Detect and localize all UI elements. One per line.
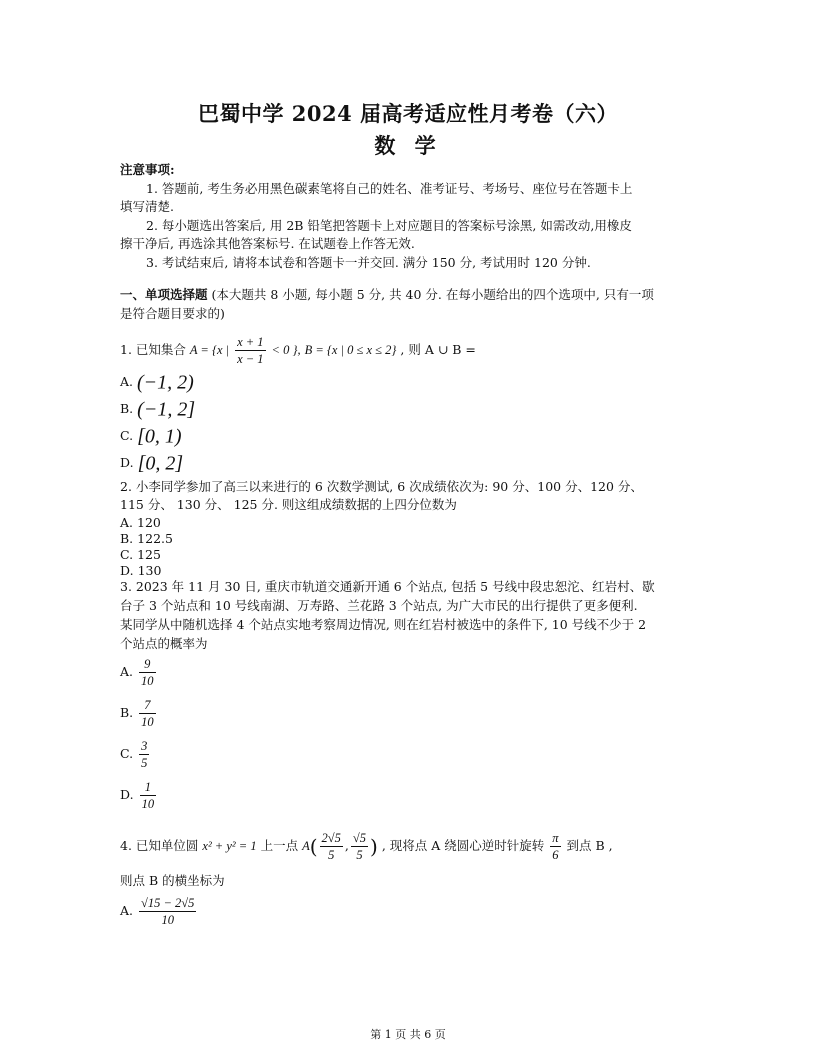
question-4-to: 到点 B , [566,838,613,853]
notice-item-2-cont: 擦干净后, 再选涂其他答案标号. 在试题卷上作答无效. [120,236,415,251]
question-4-prefix: 4. 已知单位圆 [120,838,199,853]
q4-option-a: A. $\frac{√15 - 2√5}{10}$ [120,896,195,927]
rotation-angle: $\frac{\pi}{6}$ [552,831,559,862]
point-a-x: $\frac{2√5}{5}$ [321,831,341,862]
q3-option-b: B. $\frac{7}{10}$ [120,698,154,729]
question-3-line-3: 某同学从中随机选择 4 个站点实地考察周边情况, 则在红岩村被选中的条件下, 10 号线不少于 2 [120,617,647,632]
question-1-prefix: 1. 已知集合 [120,342,186,357]
subject-title: 数 学 [374,133,442,158]
notice-item-1-cont: 填写清楚. [120,199,174,214]
question-3-line-1: 3. 2023 年 11 月 30 日, 重庆市轨道交通新开通 6 个站点, 包括 5 号线中段忠恕沱、红岩村、歇 [120,579,655,594]
point-a-label: A [302,839,310,853]
set-b: B = {x | 0 ≤ x ≤ 2} [304,343,397,357]
page-number: 第 1 页 共 6 页 [370,1028,446,1041]
fraction-numerator: x + 1 [237,335,264,349]
question-3-line-4: 个站点的概率为 [120,636,208,651]
question-4-line-2: 则点 B 的横坐标为 [120,873,225,888]
unit-circle-equation: x² + y² = 1 [202,839,257,853]
q3-option-a: A. $\frac{9}{10}$ [120,657,154,688]
section-heading-line [120,286,654,304]
question-3-line-2: 台子 3 个站点和 10 号线南湖、万寿路、兰花路 3 个站点, 为广大市民的出行提供了更多便利. [120,598,638,613]
question-2-line-1: 2. 小李同学参加了高三以来进行的 6 次数学测试, 6 次成绩依次为: 90 分、100 分、120 分、 [120,479,643,494]
q3-option-c: C. $\frac{3}{5}$ [120,739,148,770]
fraction-denominator: x − 1 [237,352,264,366]
q2-option-d: D. 130 [120,563,162,578]
q1-option-a: A. (−1, 2) [120,371,194,394]
q1-option-d: D. [0, 2] [120,452,184,475]
question-1-suffix: , 则 A ∪ B = [400,342,476,357]
notice-item-2: 2. 每小题选出答案后, 用 2B 铅笔把答题卡上对应题目的答案标号涂黑, 如需改动,用橡皮 [146,218,632,233]
section-heading: 一、单项选择题 [120,287,208,302]
q2-option-a: A. 120 [120,515,161,530]
question-4-rotate: , 现将点 A 绕圆心逆时针旋转 [381,838,545,853]
q3-option-d: D. $\frac{1}{10}$ [120,780,155,811]
section-desc: (本大题共 8 小题, 每小题 5 分, 共 40 分. 在每小题给出的四个选项中, 只有一项 [211,287,654,302]
notice-heading: 注意事项: [120,162,175,177]
notice-item-1: 1. 答题前, 考生务必用黑色碳素笔将自己的姓名、准考证号、考场号、座位号在答题卡上 [146,181,633,196]
question-4: 4. 已知单位圆 x² + y² = 1 上一点 A( $\frac{2√5}{5}$ , $\frac{√5}{5}$ ) , 现将点 A 绕圆心逆时针旋转 $\frac{\pi}{6}$ 到点 B , [120,831,613,862]
set-a-fraction [235,334,265,367]
question-1 [120,330,476,370]
set-a-left: A = {x | [189,343,230,357]
point-a-y: $\frac{√5}{5}$ [352,831,367,862]
set-a-right: < 0 }, [271,343,301,357]
exam-title: 巴蜀中学 2024 届高考适应性月考卷（六） [197,101,619,126]
q1-option-c: C. [0, 1) [120,425,182,448]
q2-option-b: B. 122.5 [120,531,173,546]
section-desc-cont: 是符合题目要求的) [120,306,225,321]
question-2-line-2: 115 分、 130 分、 125 分. 则这组成绩数据的上四分位数为 [120,497,457,512]
notice-item-3: 3. 考试结束后, 请将本试卷和答题卡一并交回. 满分 150 分, 考试用时 120 分钟. [146,255,591,270]
q1-option-b: B. (−1, 2] [120,398,196,421]
question-4-mid: 上一点 [260,838,299,853]
q2-option-c: C. 125 [120,547,161,562]
